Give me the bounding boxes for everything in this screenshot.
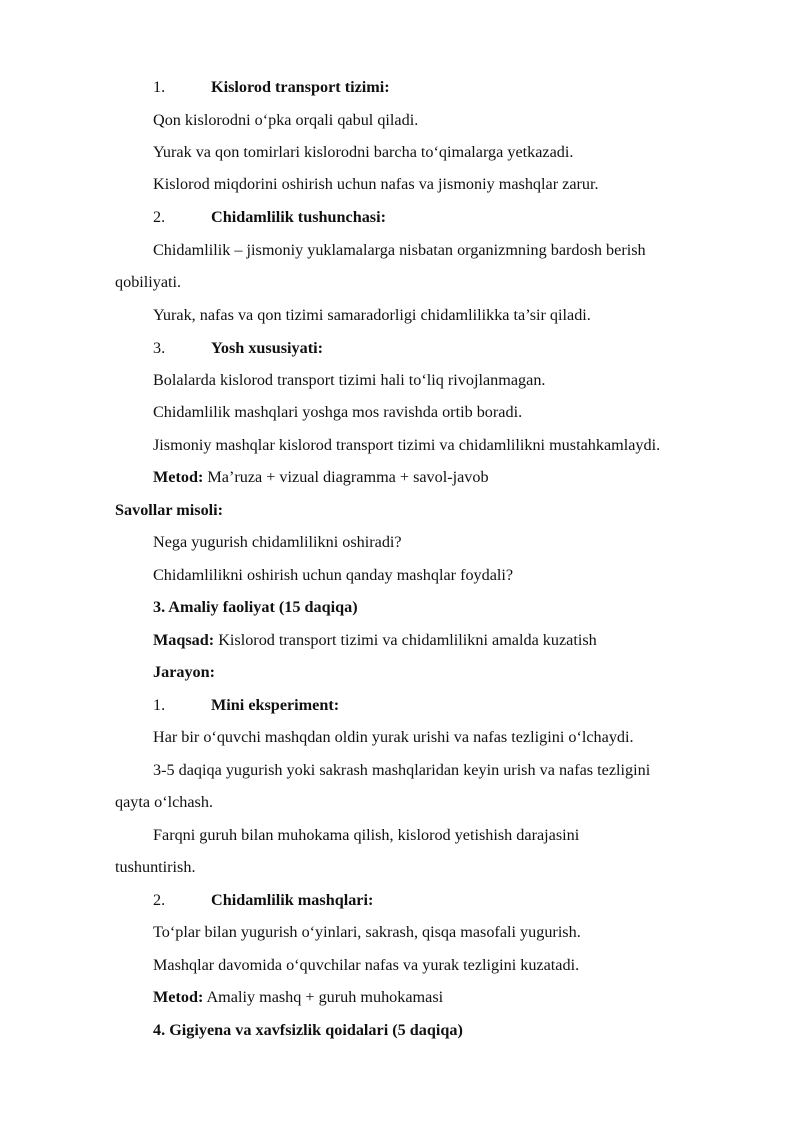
- list-number: 1.: [153, 696, 166, 714]
- paragraph-line: tushuntirish.: [115, 858, 196, 876]
- paragraph-line: Har bir o‘quvchi mashqdan oldin yurak urishi va nafas tezligini o‘lchaydi.: [153, 728, 634, 746]
- method-line: [153, 987, 443, 1007]
- section-heading: Chidamlilik tushunchasi:: [211, 208, 386, 226]
- paragraph-line: Chidamlilik mashqlari yoshga mos ravishda ortib boradi.: [153, 403, 523, 421]
- goal-line: [153, 630, 597, 650]
- goal-text: Kislorod transport tizimi va chidamlilikni amalda kuzatish: [214, 631, 597, 649]
- section-title-gigiyena: 4. Gigiyena va xavfsizlik qoidalari (5 daqiqa): [153, 1021, 463, 1039]
- section-heading: Yosh xususiyati:: [211, 339, 323, 357]
- list-number: 2.: [153, 208, 166, 226]
- method-text: Ma’ruza + vizual diagramma + savol-javob: [203, 468, 489, 486]
- list-number: 1.: [153, 78, 166, 96]
- paragraph-line: Yurak, nafas va qon tizimi samaradorligi chidamlilikka ta’sir qiladi.: [153, 306, 591, 324]
- paragraph-line: Farqni guruh bilan muhokama qilish, kislorod yetishish darajasini: [153, 826, 580, 844]
- list-number: 3.: [153, 339, 166, 357]
- goal-label: Maqsad:: [153, 631, 215, 649]
- process-heading: Jarayon:: [153, 663, 216, 681]
- paragraph-line: Qon kislorodni o‘pka orqali qabul qiladi.: [153, 111, 419, 129]
- paragraph-line: Chidamlilik – jismoniy yuklamalarga nisbatan organizmning bardosh berish: [153, 241, 646, 259]
- method-text: Amaliy mashq + guruh muhokamasi: [203, 988, 444, 1006]
- method-line: [153, 467, 489, 487]
- section-heading: Kislorod transport tizimi:: [211, 78, 390, 96]
- paragraph-line: qobiliyati.: [115, 273, 182, 291]
- paragraph-line: Mashqlar davomida o‘quvchilar nafas va yurak tezligini kuzatadi.: [153, 956, 580, 974]
- list-number: 2.: [153, 891, 166, 909]
- paragraph-line: Kislorod miqdorini oshirish uchun nafas va jismoniy mashqlar zarur.: [153, 175, 599, 193]
- section-heading: Chidamlilik mashqlari:: [211, 891, 374, 909]
- method-label: Metod:: [153, 988, 204, 1006]
- paragraph-line: Bolalarda kislorod transport tizimi hali to‘liq rivojlanmagan.: [153, 371, 546, 389]
- paragraph-line: 3-5 daqiqa yugurish yoki sakrash mashqlaridan keyin urish va nafas tezligini: [153, 761, 651, 779]
- method-label: Metod:: [153, 468, 204, 486]
- paragraph-line: Jismoniy mashqlar kislorod transport tizimi va chidamlilikni mustahkamlaydi.: [153, 436, 661, 454]
- paragraph-line: qayta o‘lchash.: [115, 793, 213, 811]
- paragraph-line: Yurak va qon tomirlari kislorodni barcha to‘qimalarga yetkazadi.: [153, 143, 574, 161]
- paragraph-line: To‘plar bilan yugurish o‘yinlari, sakrash, qisqa masofali yugurish.: [153, 923, 581, 941]
- questions-heading: Savollar misoli:: [115, 501, 224, 519]
- section-heading: Mini eksperiment:: [211, 696, 340, 714]
- question-line: Chidamlilikni oshirish uchun qanday mashqlar foydali?: [153, 566, 514, 584]
- section-title-amaliy-faoliyat: 3. Amaliy faoliyat (15 daqiqa): [153, 598, 358, 616]
- question-line: Nega yugurish chidamlilikni oshiradi?: [153, 533, 402, 551]
